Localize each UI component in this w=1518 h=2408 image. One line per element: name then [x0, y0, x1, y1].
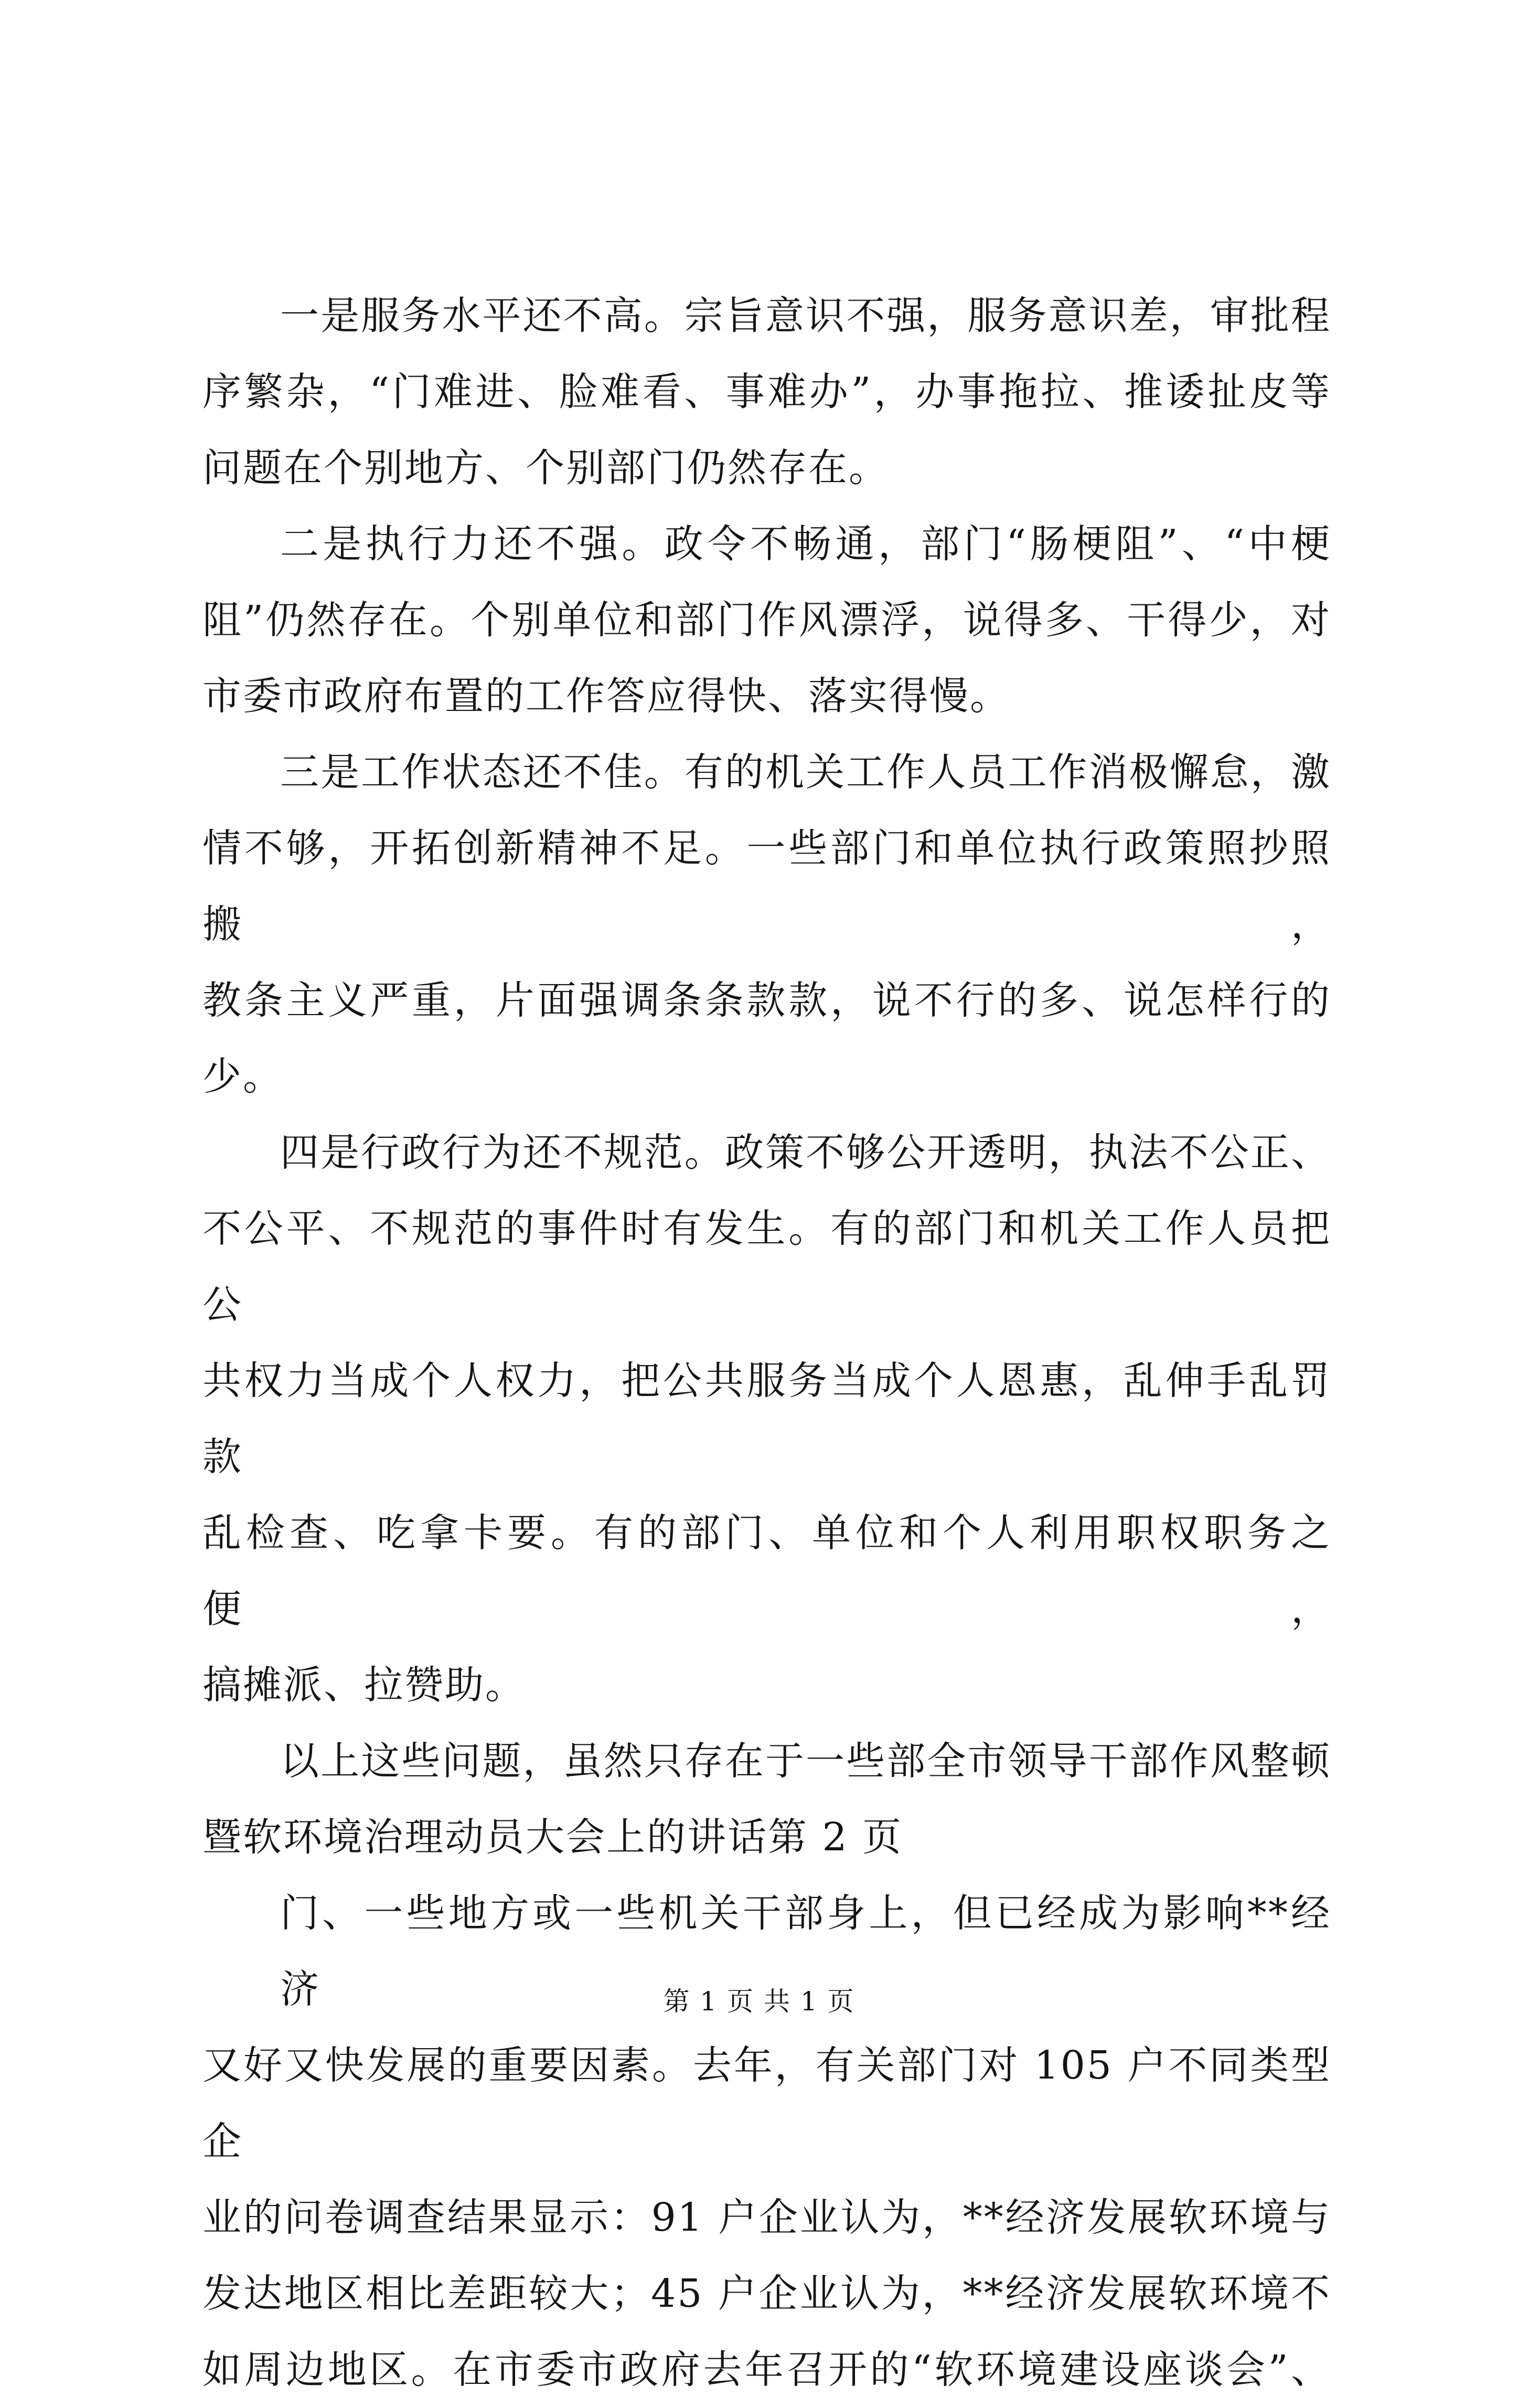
text-line: 二是执行力还不强。政令不畅通，部门“肠梗阻”、“中梗: [280, 521, 1331, 567]
text-line: 如周边地区。在市委市政府去年召开的“软环境建设座谈会”、: [202, 2347, 1331, 2392]
paragraph-work-state: [202, 734, 1331, 1115]
text-line: 不公平、不规范的事件时有发生。有的部门和机关工作人员把公: [202, 1206, 1331, 1327]
document-body: [202, 278, 1331, 2408]
text-line: 乱检查、吃拿卡要。有的部门、单位和个人利用职权职务之便，: [202, 1510, 1331, 1632]
text-line: 情不够，开拓创新精神不足。一些部门和单位执行政策照抄照搬，: [202, 826, 1331, 947]
text-line: 业的问卷调查结果显示：91 户企业认为，**经济发展软环境与: [202, 2195, 1331, 2240]
text-line: 又好又快发展的重要因素。去年，有关部门对 105 户不同类型企: [202, 2043, 1331, 2164]
text-line: 问题在个别地方、个别部门仍然存在。: [202, 445, 889, 491]
text-line: 共权力当成个人权力，把公共服务当成个人恩惠，乱伸手乱罚款: [202, 1358, 1331, 1479]
text-line: 教条主义严重，片面强调条条款款，说不行的多、说怎样行的少。: [202, 978, 1331, 1099]
paragraph-survey-results: [202, 1876, 1331, 2408]
text-line: 阻”仍然存在。个别单位和部门作风漂浮，说得多、干得少，对: [202, 598, 1331, 643]
text-line: 三是工作状态还不佳。有的机关工作人员工作消极懈怠，激: [280, 750, 1331, 795]
paragraph-service-level: [202, 278, 1331, 506]
text-line: 以上这些问题，虽然只存在于一些部全市领导干部作风整顿: [280, 1739, 1331, 1784]
text-line: 市委市政府布置的工作答应得快、落实得慢。: [202, 674, 1010, 719]
text-line: 搞摊派、拉赞助。: [202, 1663, 526, 1708]
text-line: 发达地区相比差距较大；45 户企业认为，**经济发展软环境不: [202, 2271, 1331, 2316]
paragraph-problems-summary: [202, 1723, 1331, 1876]
text-line: 一是服务水平还不高。宗旨意识不强，服务意识差，审批程: [280, 293, 1331, 338]
text-line: 序繁杂，“门难进、脸难看、事难办”，办事拖拉、推诿扯皮等: [202, 369, 1331, 414]
text-line: 暨软环境治理动员大会上的讲话第 2 页: [202, 1815, 903, 1860]
text-line: 四是行政行为还不规范。政策不够公开透明，执法不公正、: [280, 1130, 1331, 1175]
page-footer: 第 1 页 共 1 页: [663, 1986, 855, 2017]
paragraph-execution: [202, 506, 1331, 734]
text-line: 门、一些地方或一些机关干部身上，但已经成为影响**经济: [280, 1891, 1331, 2012]
paragraph-administrative-behavior: [202, 1115, 1331, 1723]
